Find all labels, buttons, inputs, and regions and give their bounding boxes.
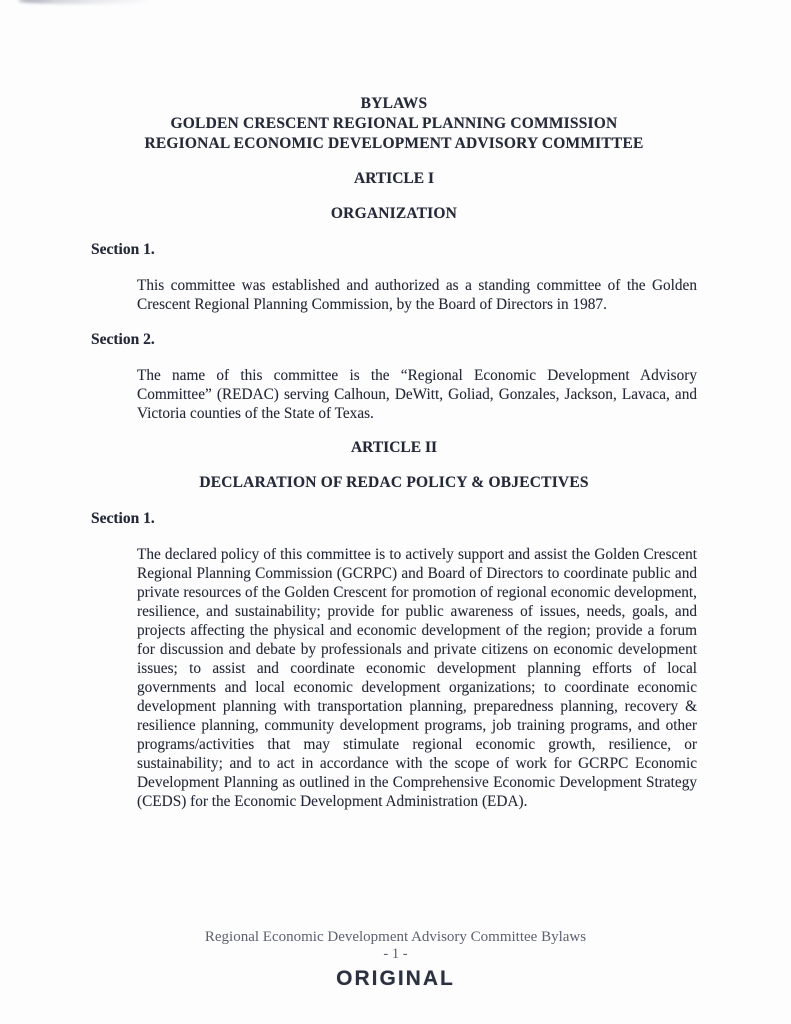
article2-title: ARTICLE II xyxy=(350,439,438,456)
footer-page-number: - 1 - xyxy=(383,946,408,962)
doc-title-committee: REGIONAL ECONOMIC DEVELOPMENT ADVISORY COMMITTEE xyxy=(144,135,644,152)
doc-title-commission: GOLDEN CRESCENT REGIONAL PLANNING COMMISSION xyxy=(170,115,618,132)
footer-document-title: Regional Economic Development Advisory Committee Bylaws xyxy=(204,929,587,945)
document-header xyxy=(91,94,697,154)
page-footer xyxy=(0,928,791,991)
article2-subtitle: DECLARATION OF REDAC POLICY & OBJECTIVES xyxy=(199,474,589,491)
doc-title-bylaws: BYLAWS xyxy=(360,95,428,112)
article1-section2-label: Section 2. xyxy=(91,331,155,348)
article2-section1-body: The declared policy of this committee is to actively support and assist the Golden Crescent Regional Planning Commission (GCRPC) and Board of Directors to coordinate public and private resources of the Golden Crescent for promotion of regional economic development, resilience, and sustainability; provide for public awareness of issues, needs, goals, and projects affecting the physical and economic development of the region; provide a forum for discussion and debate by professionals and private citizens on economic development issues; to assist and coordinate economic development planning efforts of local governments and local economic development organizations; to coordinate economic development planning with transportation planning, preparedness planning, recovery & resilience planning, community development programs, job training programs, and other programs/activities that may stimulate regional economic growth, resilience, or sustainability; and to act in accordance with the scope of work for GCRPC Economic Development Planning as outlined in the Comprehensive Economic Development Strategy (CEDS) for the Economic Development Administration (EDA). xyxy=(137,546,697,810)
article1-section1-label: Section 1. xyxy=(91,241,155,258)
original-stamp: ORIGINAL xyxy=(336,967,455,990)
article1-title: ARTICLE I xyxy=(354,170,434,187)
article1-subtitle: ORGANIZATION xyxy=(330,205,458,222)
article2-section1-label: Section 1. xyxy=(91,510,155,527)
article1-section1-body: This committee was established and authorized as a standing committee of the Golden Crescent Regional Planning Commission, by the Board of Directors in 1987. xyxy=(137,277,697,313)
article1-section2-body: The name of this committee is the “Regional Economic Development Advisory Committee” (REDAC) serving Calhoun, DeWitt, Goliad, Gonzales, Jackson, Lavaca, and Victoria counties of the State of Texas. xyxy=(137,367,697,422)
document-content xyxy=(91,0,697,811)
